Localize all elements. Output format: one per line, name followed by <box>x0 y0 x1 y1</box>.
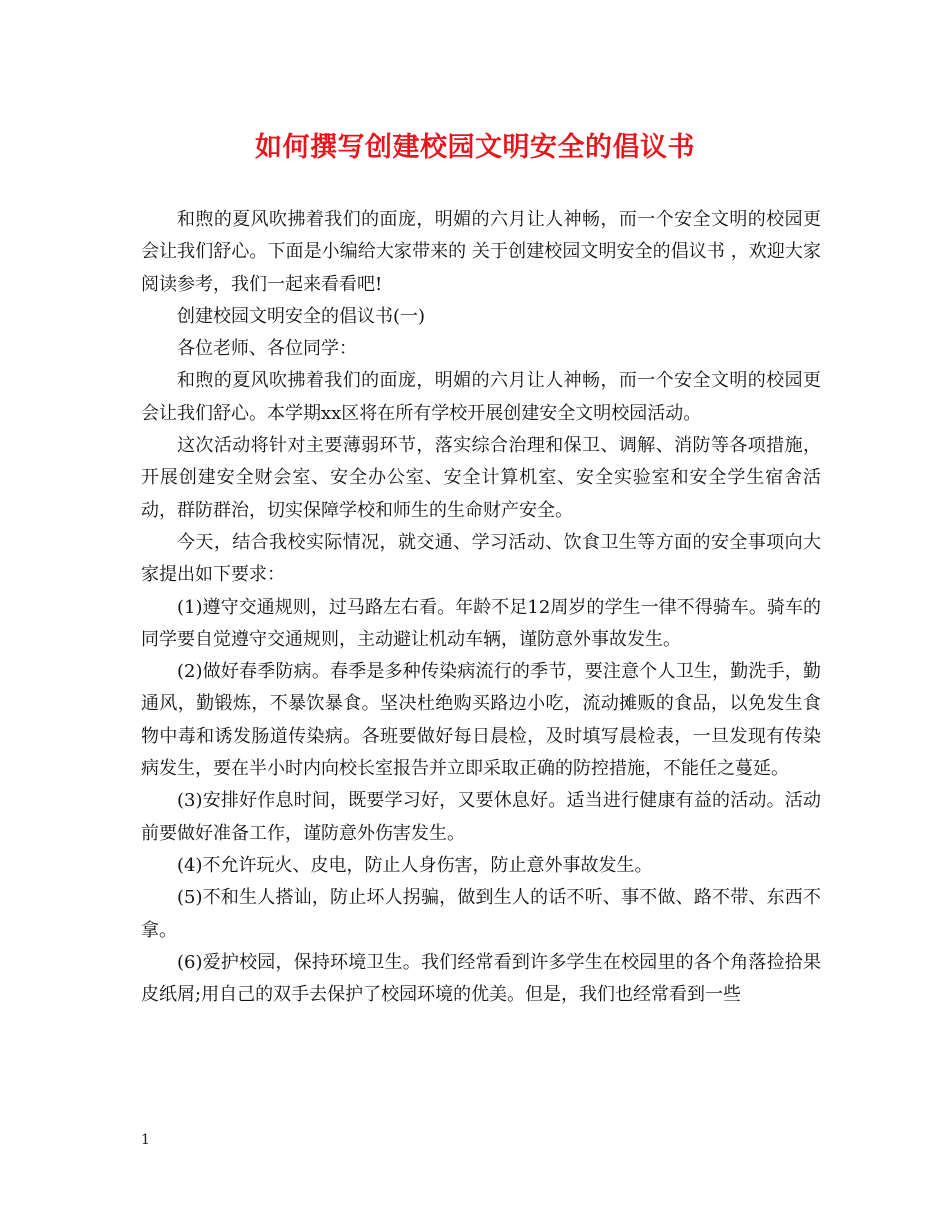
page-number: 1 <box>141 1132 150 1148</box>
paragraph: 今天，结合我校实际情况，就交通、学习活动、饮食卫生等方面的安全事项向大家提出如下要求： <box>141 531 821 586</box>
paragraph: 和煦的夏风吹拂着我们的面庞，明媚的六月让人神畅，而一个安全文明的校园更会让我们舒心。本学期xx区将在所有学校开展创建安全文明校园活动。 <box>141 370 821 424</box>
document-title: 如何撰写创建校园文明安全的倡议书 <box>255 132 695 163</box>
list-item: (3)安排好作息时间，既要学习好，又要休息好。适当进行健康有益的活动。活动前要做好准备工作，谨防意外伤害发生。 <box>141 790 821 844</box>
paragraph: 这次活动将针对主要薄弱环节，落实综合治理和保卫、调解、消防等各项措施，开展创建安全财会室、安全办公室、安全计算机室、安全实验室和安全学生宿舍活动，群防群治，切实保障学校和师生的生命财产安全。 <box>141 435 821 521</box>
document-body <box>141 204 821 1011</box>
section-heading: 创建校园文明安全的倡议书(一) <box>177 305 426 327</box>
list-item: (6)爱护校园，保持环境卫生。我们经常看到许多学生在校园里的各个角落捡拾果皮纸屑;用自己的双手去保护了校园环境的优美。但是，我们也经常看到一些 <box>141 951 821 1006</box>
salutation: 各位老师、各位同学： <box>177 338 357 360</box>
list-item: (4)不允许玩火、皮电，防止人身伤害，防止意外事故发生。 <box>177 854 653 876</box>
list-item: (1)遵守交通规则，过马路左右看。年龄不足12周岁的学生一律不得骑车。骑车的同学要自觉遵守交通规则，主动避让机动车辆，谨防意外事故发生。 <box>141 596 821 650</box>
list-item: (5)不和生人搭讪，防止坏人拐骗，做到生人的话不听、事不做、路不带、东西不拿。 <box>141 887 821 941</box>
list-item: (2)做好春季防病。春季是多种传染病流行的季节，要注意个人卫生，勤洗手，勤通风，勤锻炼，不暴饮暴食。坚决杜绝购买路边小吃，流动摊贩的食品，以免发生食物中毒和诱发肠道传染病。各班要做好每日晨检，及时填写晨检表，一旦发现有传染病发生，要在半小时内向校长室报告并立即采取正确的防控措施，不能任之蔓延。 <box>141 661 821 780</box>
paragraph: 和煦的夏风吹拂着我们的面庞，明媚的六月让人神畅，而一个安全文明的校园更会让我们舒心。下面是小编给大家带来的 关于创建校园文明安全的倡议书 ，欢迎大家阅读参考，我们一起来看看吧! <box>141 209 821 295</box>
